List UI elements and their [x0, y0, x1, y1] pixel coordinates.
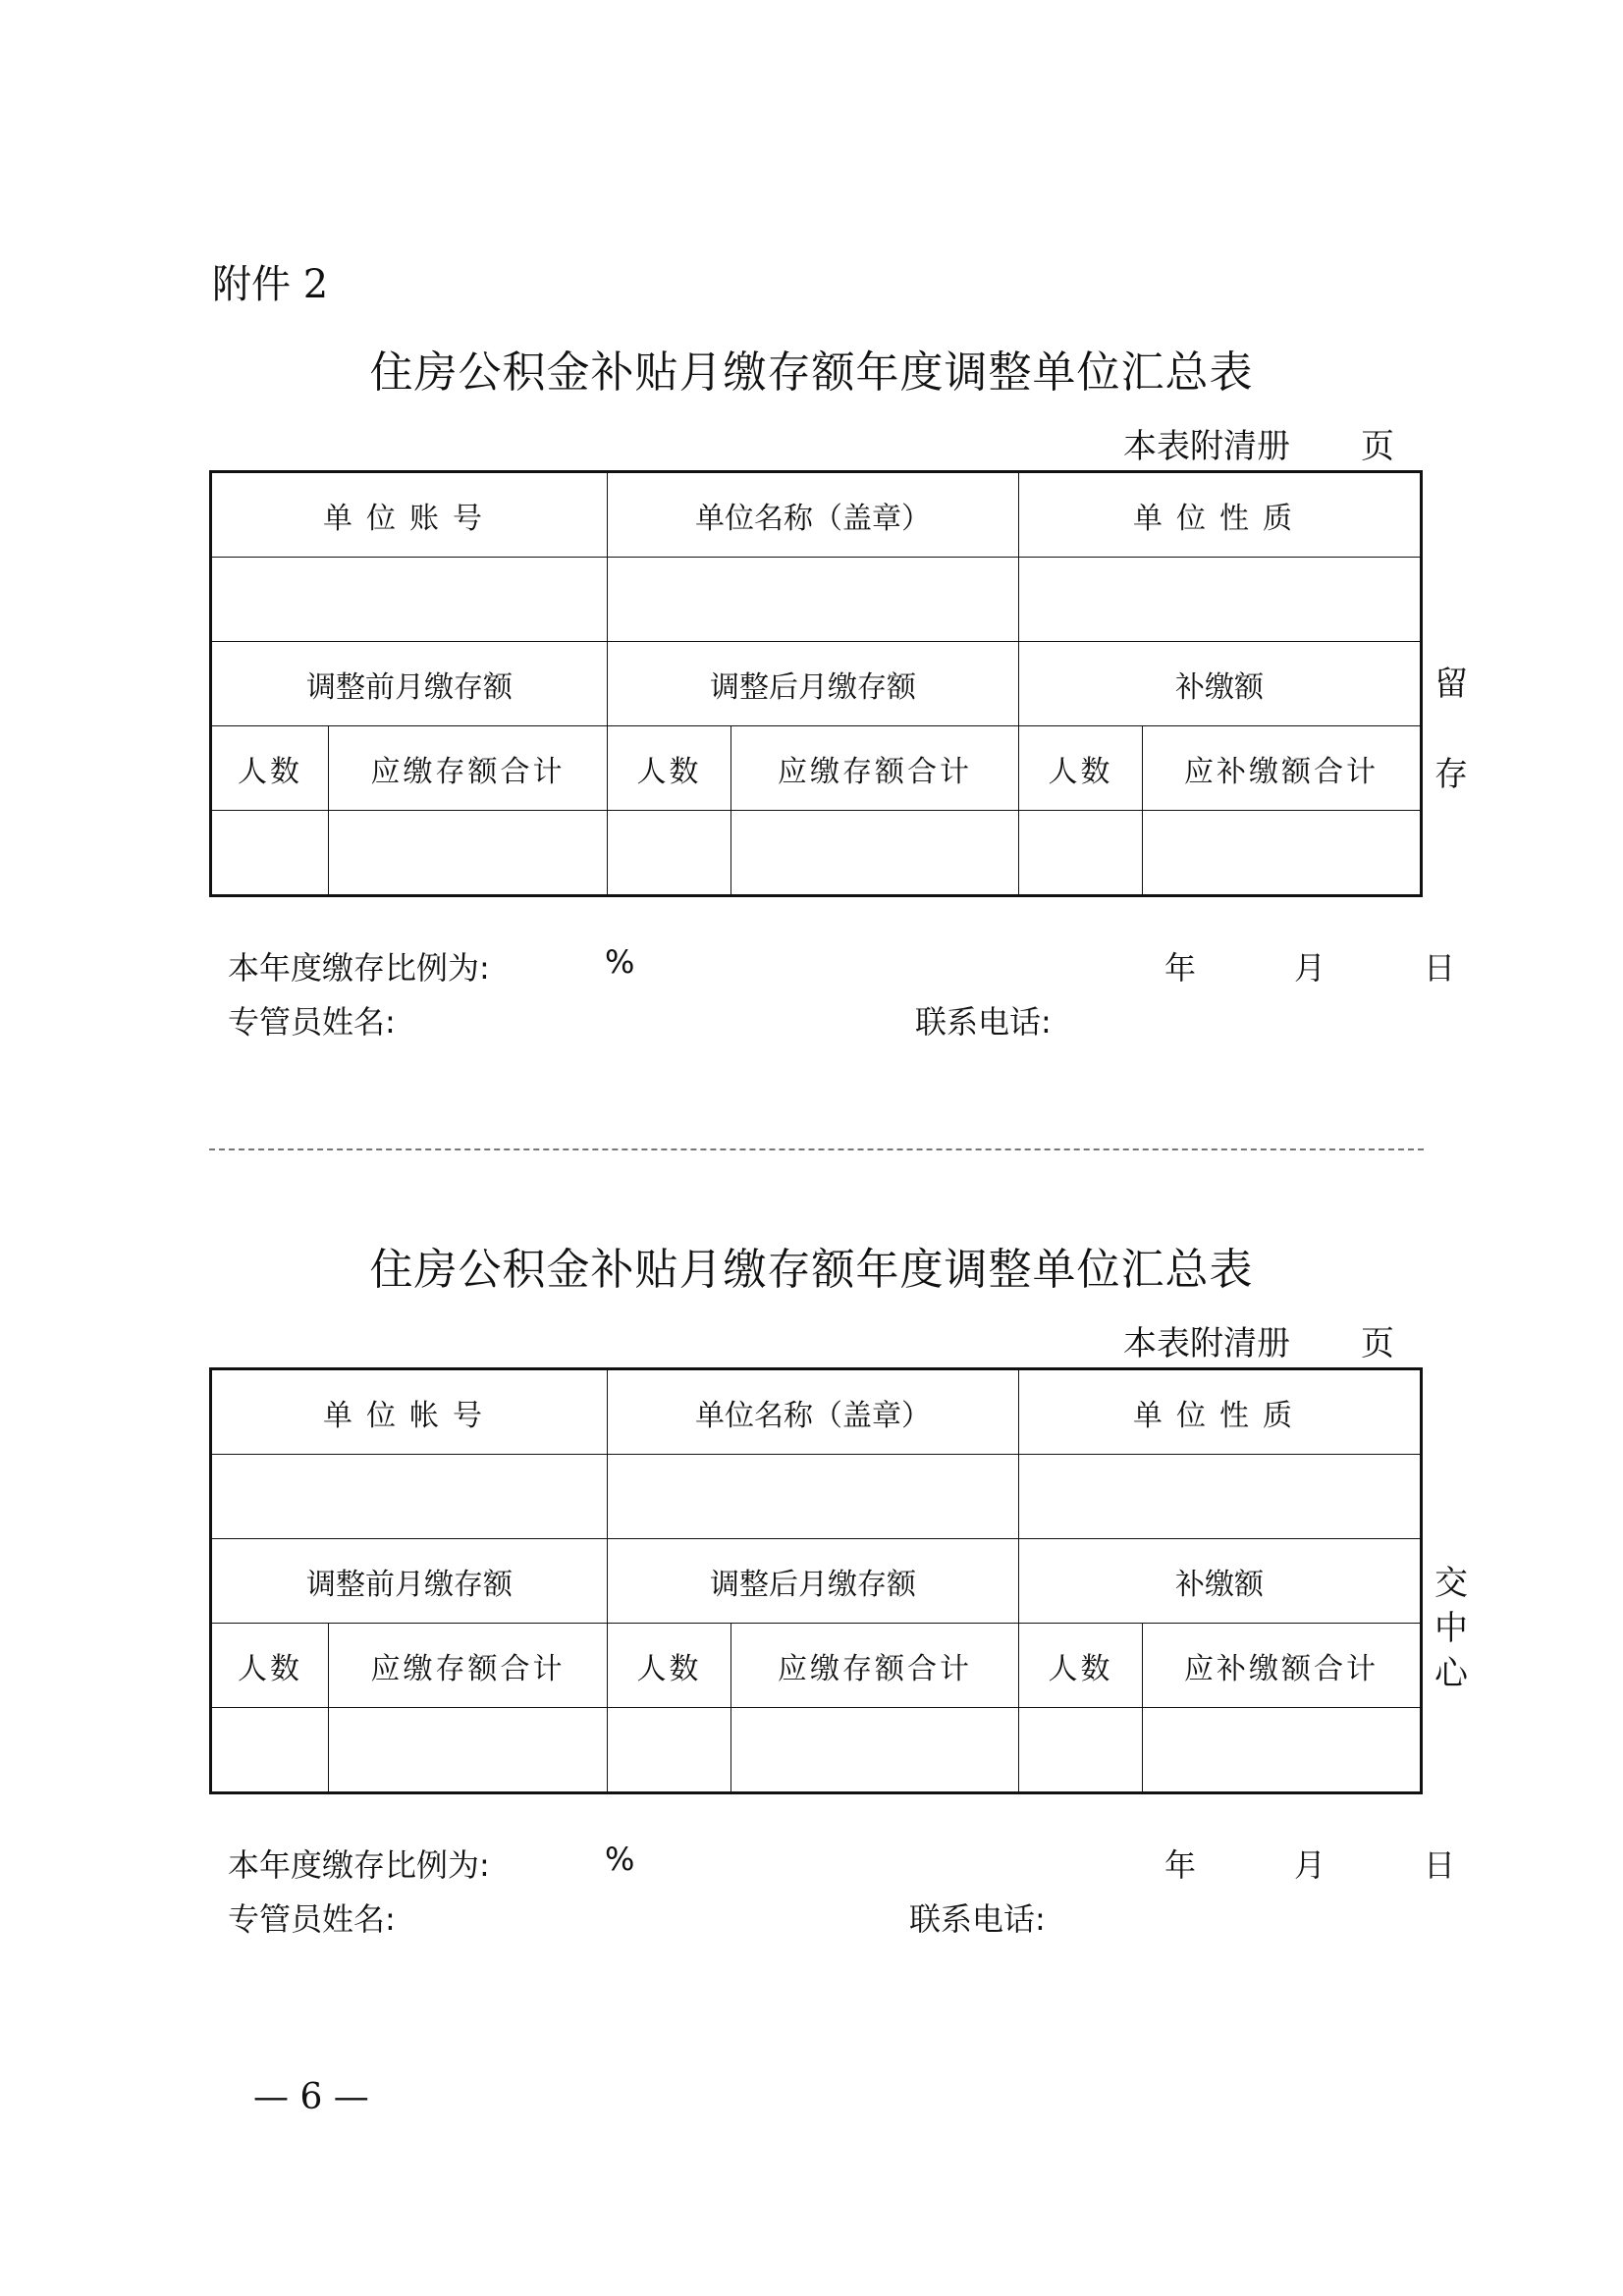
attached-pages-note: [1123, 419, 1394, 467]
attachment-label: 附件 2: [212, 262, 329, 307]
value-cell[interactable]: [608, 811, 731, 896]
manager-label: 专管员姓名:: [228, 1900, 396, 1938]
summary-form-1: [0, 337, 1623, 1041]
unit-info-row: [211, 558, 1422, 642]
manager-label: 专管员姓名:: [228, 1003, 396, 1041]
unit-name-cell[interactable]: [608, 1455, 1019, 1539]
sub-header-total: 应缴存额合计: [731, 726, 1019, 811]
rate-label: 本年度缴存比例为:: [228, 1846, 490, 1884]
side-char: 交: [1434, 1564, 1468, 1603]
header-unit-account: 单位帐号: [211, 1369, 608, 1455]
page-number: — 6 —: [253, 2077, 369, 2117]
unit-info-row: [211, 1455, 1422, 1539]
rate-label: 本年度缴存比例为:: [228, 949, 490, 987]
date-year: 年: [1164, 949, 1197, 987]
date-line: [1164, 1841, 1455, 1886]
value-cell[interactable]: [1019, 811, 1143, 896]
unit-account-cell[interactable]: [211, 1455, 608, 1539]
attached-pages-note: [1123, 1316, 1394, 1364]
group-before-adjustment: 调整前月缴存额: [211, 1539, 608, 1624]
value-cell[interactable]: [1143, 1708, 1422, 1793]
value-row: [211, 1708, 1422, 1793]
date-line: [1164, 943, 1455, 988]
sub-header-count: 人数: [608, 1624, 731, 1708]
sub-header-count: 人数: [1019, 726, 1143, 811]
pages-prefix: 本表附清册: [1123, 1324, 1290, 1363]
summary-table: [209, 1367, 1423, 1794]
summary-table: [209, 470, 1423, 897]
phone-label: 联系电话:: [909, 1900, 1046, 1938]
form-title: 住房公积金补贴月缴存额年度调整单位汇总表: [369, 1245, 1254, 1295]
percent-sign: %: [605, 943, 635, 981]
header-unit-account: 单位账号: [211, 472, 608, 558]
value-cell[interactable]: [608, 1708, 731, 1793]
sub-header-count: 人数: [211, 726, 329, 811]
value-row: [211, 811, 1422, 896]
sub-header-supplement-total: 应补缴额合计: [1143, 726, 1422, 811]
group-row: [211, 1539, 1422, 1624]
phone-label: 联系电话:: [915, 1003, 1052, 1041]
sub-header-row: [211, 1624, 1422, 1708]
pages-suffix: 页: [1361, 1324, 1394, 1363]
sub-header-total: 应缴存额合计: [329, 726, 608, 811]
date-day: 日: [1424, 949, 1456, 987]
header-row: [211, 1369, 1422, 1455]
group-after-adjustment: 调整后月缴存额: [608, 1539, 1019, 1624]
sub-header-count: 人数: [211, 1624, 329, 1708]
pages-prefix: 本表附清册: [1123, 427, 1290, 466]
value-cell[interactable]: [731, 811, 1019, 896]
group-before-adjustment: 调整前月缴存额: [211, 642, 608, 726]
group-supplementary: 补缴额: [1019, 642, 1422, 726]
sub-header-supplement-total: 应补缴额合计: [1143, 1624, 1422, 1708]
header-unit-name: 单位名称（盖章）: [608, 472, 1019, 558]
value-cell[interactable]: [731, 1708, 1019, 1793]
sub-header-count: 人数: [608, 726, 731, 811]
side-label-submit-center: [1430, 1561, 1473, 1696]
date-month: 月: [1294, 949, 1326, 987]
date-year: 年: [1164, 1846, 1197, 1884]
cut-line: [209, 1148, 1424, 1150]
value-cell[interactable]: [211, 1708, 329, 1793]
percent-sign: %: [605, 1841, 635, 1878]
side-char: 中: [1434, 1609, 1468, 1648]
side-label-retain: [1430, 662, 1473, 797]
header-unit-name: 单位名称（盖章）: [608, 1369, 1019, 1455]
header-row: [211, 472, 1422, 558]
value-cell[interactable]: [329, 1708, 608, 1793]
unit-type-cell[interactable]: [1019, 558, 1422, 642]
sub-header-row: [211, 726, 1422, 811]
header-unit-type: 单位性质: [1019, 1369, 1422, 1455]
date-month: 月: [1294, 1846, 1326, 1884]
unit-account-cell[interactable]: [211, 558, 608, 642]
date-day: 日: [1424, 1846, 1456, 1884]
side-char: 心: [1434, 1654, 1468, 1693]
sub-header-total: 应缴存额合计: [731, 1624, 1019, 1708]
unit-name-cell[interactable]: [608, 558, 1019, 642]
value-cell[interactable]: [329, 811, 608, 896]
form-title: 住房公积金补贴月缴存额年度调整单位汇总表: [369, 347, 1254, 398]
value-cell[interactable]: [211, 811, 329, 896]
value-cell[interactable]: [1143, 811, 1422, 896]
group-after-adjustment: 调整后月缴存额: [608, 642, 1019, 726]
group-row: [211, 642, 1422, 726]
summary-form-2: [0, 1234, 1623, 1938]
group-supplementary: 补缴额: [1019, 1539, 1422, 1624]
sub-header-count: 人数: [1019, 1624, 1143, 1708]
value-cell[interactable]: [1019, 1708, 1143, 1793]
pages-suffix: 页: [1361, 427, 1394, 466]
side-char: 存: [1434, 755, 1468, 794]
header-unit-type: 单位性质: [1019, 472, 1422, 558]
unit-type-cell[interactable]: [1019, 1455, 1422, 1539]
sub-header-total: 应缴存额合计: [329, 1624, 608, 1708]
side-char: 留: [1434, 665, 1468, 704]
